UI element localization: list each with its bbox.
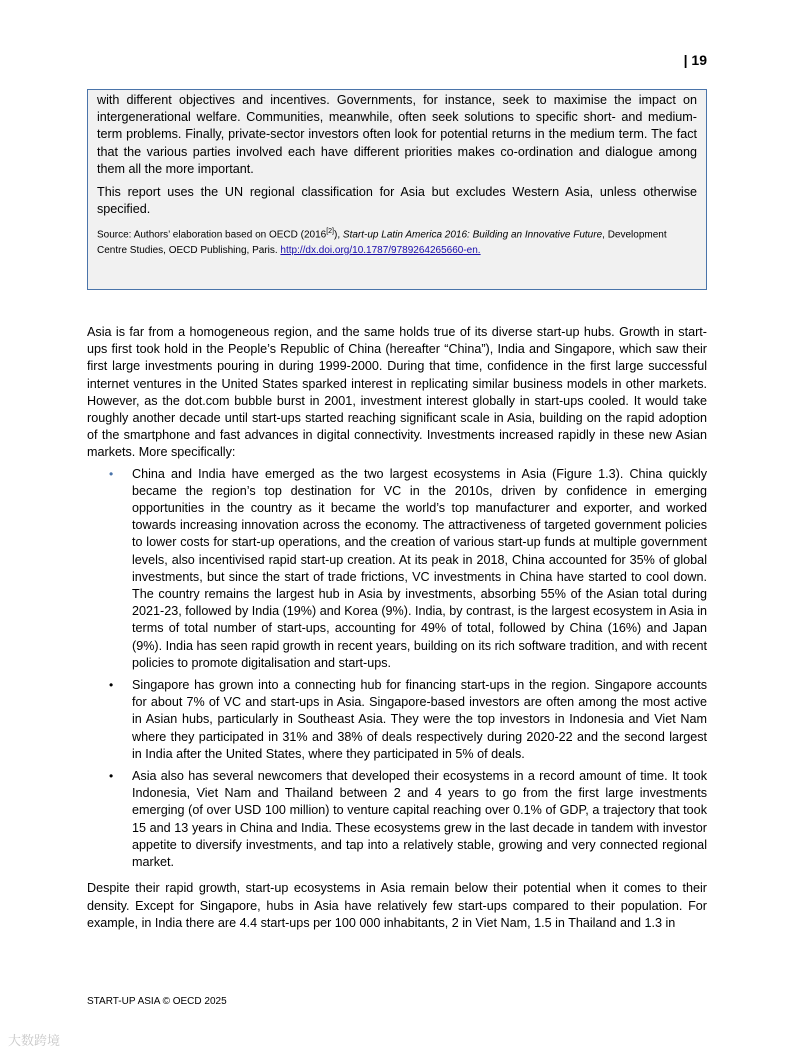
source-doi-link[interactable]: http://dx.doi.org/10.1787/9789264265660-en.: [280, 244, 481, 256]
box-source-note: [97, 224, 697, 257]
source-suffix: , Development Centre Studies, OECD Publishing, Paris.: [97, 229, 667, 256]
page-number: | 19: [683, 52, 707, 68]
source-prefix: Source: Authors’ elaboration based on OECD (2016: [97, 229, 327, 241]
bullet-icon: •: [109, 466, 114, 481]
main-content: [87, 324, 707, 932]
bullet-list: [87, 466, 707, 872]
list-item-text: Singapore has grown into a connecting hub for financing start-ups in the region. Singapore accounts for about 7% of VC and start-ups in Asia. Singapore-based investors are often among the most active in Asian hubs, particularly in Southeast Asia. They were the top investors in Indonesia and Viet Nam where they participated in 31% and 38% of deals respectively during 2020-22 and the second largest in India after the United States, where they participated in 5% of deals.: [132, 678, 707, 761]
list-item: [87, 466, 707, 672]
source-mid: ),: [334, 229, 343, 241]
bullet-icon: •: [109, 678, 114, 693]
box-paragraph-2: This report uses the UN regional classification for Asia but excludes Western Asia, unless otherwise specified.: [97, 185, 697, 217]
intro-paragraph: Asia is far from a homogeneous region, and the same holds true of its diverse start-up hubs. Growth in start-ups first took hold in the People’s Republic of China (hereafter “China”), India and Singapore, which saw their first large investments pouring in during 1999-2000. During that time, confidence in the first large successful internet ventures in the United States sparked interest in replicating similar business models in other markets. However, as the dot.com bubble burst in 2001, investment interest globally in start-ups cooled. It would take roughly another decade until start-ups started reaching significant scale in Asia, building on the rapid adoption of the smartphone and fast advances in digital connectivity. Investments increased rapidly in these new Asian markets. More specifically:: [87, 325, 707, 460]
list-item: [87, 677, 707, 763]
watermark: 大数跨境: [8, 1033, 61, 1048]
footer-copyright: START-UP ASIA © OECD 2025: [87, 996, 227, 1007]
list-item-text: China and India have emerged as the two largest ecosystems in Asia (Figure 1.3). China quickly became the region’s top destination for VC in the 2010s, driven by confidence in emerging opportunities in the country as it became the world’s top manufacturer and exporter, and worked towards increasing innovation across the economy. The attractiveness of targeted government policies to lower costs for start-up operations, and the creation of various start-up funds at multiple government levels, also incentivised rapid start-up creation. At its peak in 2018, China accounted for 35% of global investments, but since the start of trade frictions, VC investments in China have started to cool down. The country remains the largest hub in Asia by investments, absorbing 55% of the Asian total during 2021-23, followed by India (19%) and Korea (9%). India, by contrast, is the largest ecosystem in Asia in terms of total number of start-ups, accounting for 49% of total, followed by China (16%) and Japan (9%). India has seen rapid growth in recent years, building on its rich software tradition, and with recent policies to promote digitalisation and start-ups.: [132, 466, 707, 670]
list-item-text: Asia also has several newcomers that developed their ecosystems in a record amount of time. It took Indonesia, Viet Nam and Thailand between 2 and 4 years to go from the first large investments emerging (of over USD 100 million) to venture capital reaching over 0.1% of GDP, a trajectory that took 15 and 13 years in China and India. These ecosystems grew in the last decade in tandem with investor appetite to diversify investments, and tap into a relatively stable, growing and very connected regional market.: [132, 769, 707, 870]
source-title: Start-up Latin America 2016: Building an Innovative Future: [342, 229, 603, 241]
box-paragraph-1: with different objectives and incentives. Governments, for instance, seek to maximise the impact on intergenerational welfare. Communities, meanwhile, often seek solutions to specific short- and medium-term problems. Finally, private-sector investors often look for potential returns in the medium term. The fact that the various parties involved each have different priorities makes co-ordination and dialogue among them all the more important.: [97, 93, 697, 176]
source-reference: [2]: [326, 228, 335, 236]
closing-paragraph: Despite their rapid growth, start-up ecosystems in Asia remain below their potential when it comes to their density. Except for Singapore, hubs in Asia have relatively few start-ups compared to their population. For example, in India there are 4.4 start-ups per 100 000 inhabitants, 2 in Viet Nam, 1.5 in Thailand and 1.3 in: [87, 881, 707, 930]
info-box: [87, 89, 707, 290]
bullet-icon: •: [109, 769, 114, 784]
list-item: [87, 768, 707, 871]
